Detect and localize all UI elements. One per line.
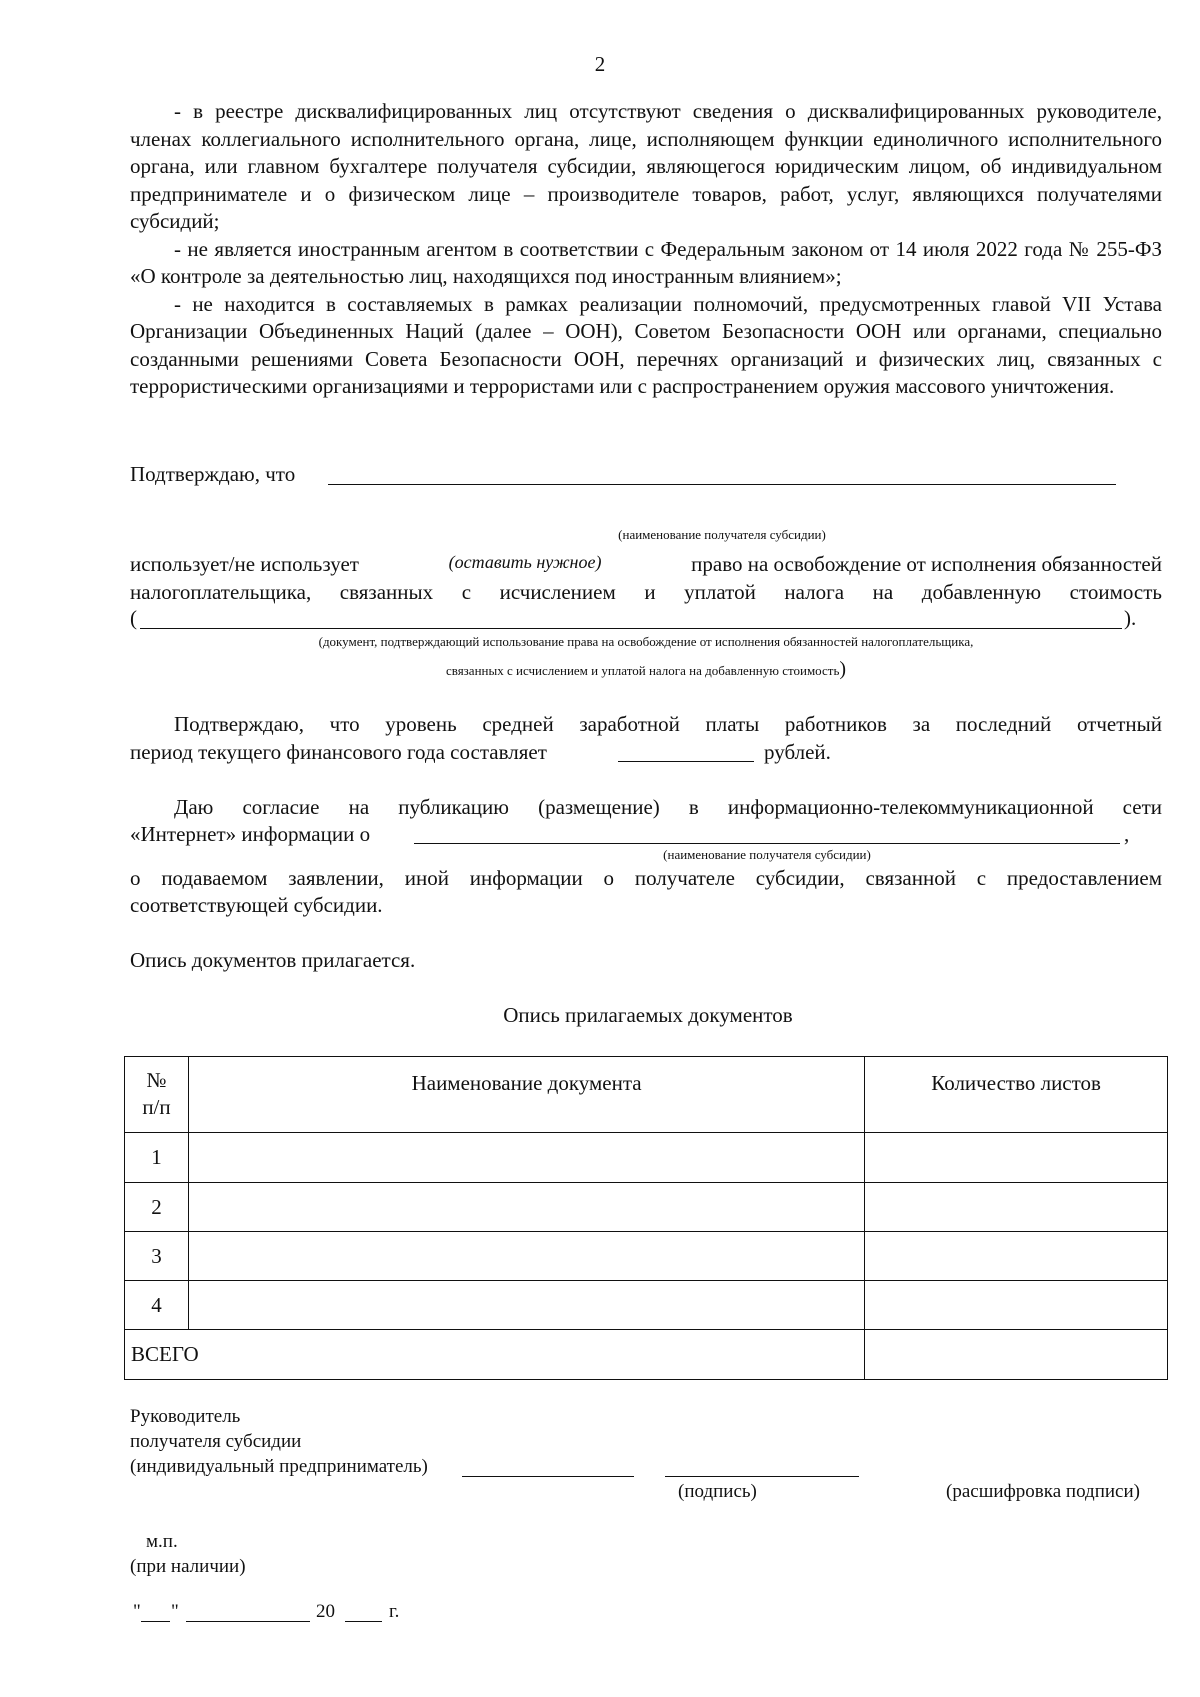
vat-document-line[interactable] <box>140 628 1122 629</box>
row-sheet-count-cell[interactable] <box>865 1281 1168 1330</box>
salary-line-1: Подтверждаю, что уровень средней заработной платы работников за последний отчетный <box>174 712 1162 736</box>
vat-document-caption-2-text: связанных с исчислением и уплатой налога на добавленную стоимость <box>445 663 840 678</box>
consent-line-4: соответствующей субсидии. <box>130 893 383 917</box>
recipient-name-line[interactable] <box>328 484 1116 485</box>
date-quote-open: " <box>133 1601 141 1622</box>
vat-usage-option: использует/не использует <box>130 552 359 576</box>
total-sheet-count-cell[interactable] <box>865 1330 1168 1380</box>
inventory-header-row <box>125 1057 1168 1133</box>
row-sheet-count-cell[interactable] <box>865 1133 1168 1183</box>
row-num: 4 <box>125 1281 189 1330</box>
table-row <box>125 1133 1168 1183</box>
salary-amount-line[interactable] <box>618 761 754 762</box>
attached-note: Опись документов прилагается. <box>130 948 416 972</box>
signature-decode-caption: (расшифровка подписи) <box>946 1481 1140 1502</box>
header-sheet-count: Количество листов <box>865 1057 1168 1133</box>
signature-decode-line[interactable] <box>665 1476 859 1477</box>
date-year-suffix: г. <box>389 1601 400 1622</box>
vat-taxpayer-line: налогоплательщика, связанных с исчислением и уплатой налога на добавленную стоимость <box>130 580 1162 604</box>
row-doc-name-cell[interactable] <box>188 1232 864 1281</box>
table-row <box>125 1183 1168 1232</box>
date-year-line[interactable] <box>345 1621 382 1622</box>
signer-title-line-3: (индивидуальный предприниматель) <box>130 1456 428 1477</box>
vat-exemption-text: право на освобождение от исполнения обязанностей <box>691 552 1162 576</box>
stamp-place-label: м.п. <box>146 1531 178 1552</box>
row-doc-name-cell[interactable] <box>188 1183 864 1232</box>
signature-line[interactable] <box>462 1476 634 1477</box>
keep-needed-note: (оставить нужное) <box>448 552 602 572</box>
row-doc-name-cell[interactable] <box>188 1133 864 1183</box>
row-num: 3 <box>125 1232 189 1281</box>
date-month-line[interactable] <box>186 1621 310 1622</box>
vat-usage-line <box>130 552 1162 577</box>
recipient-name-caption-text: (наименование получателя субсидии) <box>618 527 826 542</box>
confirm-prefix: Подтверждаю, что <box>130 462 296 486</box>
signer-title-line-1: Руководитель <box>130 1406 241 1427</box>
paragraph-un-lists: - не находится в составляемых в рамках реализации полномочий, предусмотренных главой VII Устава Организации Объединенных Наций (далее – ООН), Советом Безопасности ООН или органами, специально созданными решениями Совета Безопасности ООН, перечнях организаций и физических лиц, связанных с террористическими организациями и террористами или с распространением оружия массового уничтожения. <box>130 291 1162 398</box>
inventory-table <box>124 1056 1168 1380</box>
page-number: 2 <box>594 52 606 76</box>
paragraph-disqualified-registry: - в реестре дисквалифицированных лиц отсутствуют сведения о дисквалифицированных руководителе, членах коллегиального исполнительного органа, лице, исполняющем функции единоличного исполнительного органа, или главном бухгалтере получателя субсидии, являющегося юридическим лицом, об индивидуальном предпринимателе и о физическом лице – производителе товаров, работ, услуг, являющихся получателями субсидий; <box>130 99 1162 233</box>
row-doc-name-cell[interactable] <box>188 1281 864 1330</box>
date-quote-close: " <box>171 1601 179 1622</box>
row-sheet-count-cell[interactable] <box>865 1183 1168 1232</box>
inventory-total-row <box>125 1330 1168 1380</box>
header-doc-name: Наименование документа <box>188 1057 864 1133</box>
salary-line-2-suffix: рублей. <box>764 740 831 764</box>
consent-recipient-line[interactable] <box>414 843 1120 844</box>
consent-recipient-caption: (наименование получателя субсидии) <box>663 847 871 862</box>
vat-document-caption-close: ) <box>839 658 847 680</box>
inventory-title: Опись прилагаемых документов <box>503 1003 793 1027</box>
vat-document-caption-2 <box>130 658 1162 681</box>
table-row <box>125 1232 1168 1281</box>
header-num-abbr: п/п <box>142 1095 171 1119</box>
stamp-availability-note: (при наличии) <box>130 1556 246 1577</box>
paren-close: ). <box>1124 606 1137 630</box>
table-row <box>125 1281 1168 1330</box>
consent-line-3: о подаваемом заявлении, иной информации о получателе субсидии, связанной с предоставлением <box>130 866 1162 890</box>
row-sheet-count-cell[interactable] <box>865 1232 1168 1281</box>
header-num-symbol: № <box>146 1068 167 1092</box>
date-year-prefix: 20 <box>316 1601 335 1622</box>
total-label: ВСЕГО <box>125 1330 865 1380</box>
consent-comma: , <box>1124 822 1130 846</box>
row-num: 1 <box>125 1133 189 1183</box>
paren-open: ( <box>130 606 137 630</box>
consent-line-2-prefix: «Интернет» информации о <box>130 822 371 846</box>
paragraph-foreign-agent: - не является иностранным агентом в соответствии с Федеральным законом от 14 июля 2022 года № 255-ФЗ «О контроле за деятельностью лиц, находящихся под иностранным влиянием»; <box>130 236 1162 288</box>
header-num <box>125 1057 189 1133</box>
signer-title-line-2: получателя субсидии <box>130 1431 302 1452</box>
consent-line-1: Даю согласие на публикацию (размещение) в информационно-телекоммуникационной сети <box>174 795 1162 819</box>
salary-line-2-prefix: период текущего финансового года составляет <box>130 740 547 764</box>
date-day-line[interactable] <box>141 1621 170 1622</box>
signature-caption: (подпись) <box>678 1481 757 1502</box>
conditions-list <box>130 98 1162 401</box>
row-num: 2 <box>125 1183 189 1232</box>
vat-document-caption-1: (документ, подтверждающий использование права на освобождение от исполнения обязанностей налогоплательщика, <box>318 634 974 649</box>
